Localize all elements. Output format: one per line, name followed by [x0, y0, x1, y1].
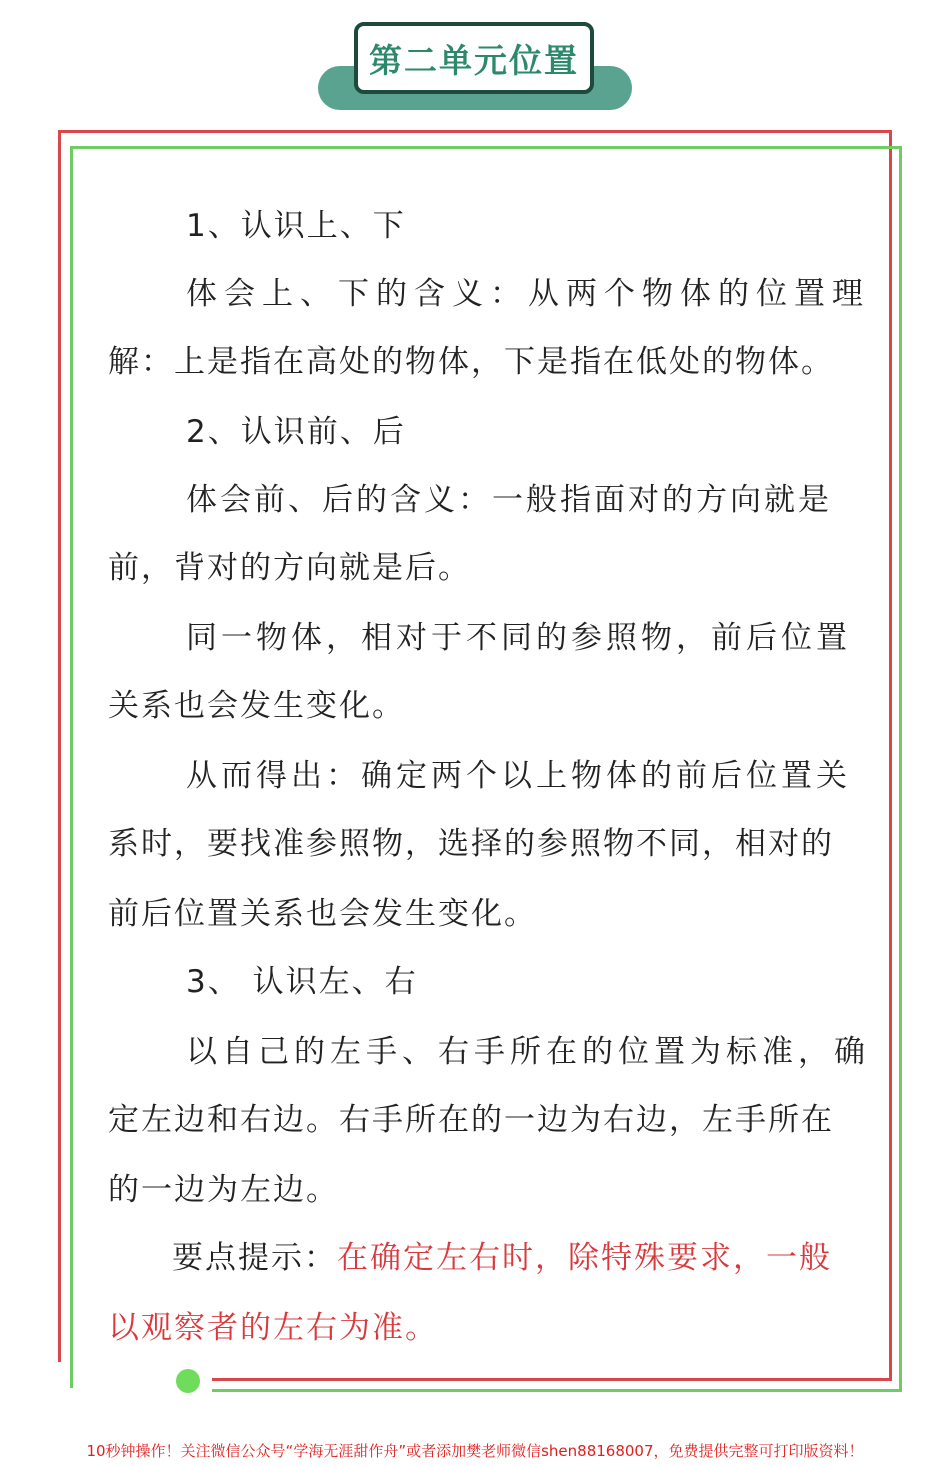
green-dot	[176, 1369, 200, 1393]
paragraph-line: 体会上、下的含义：从两个物体的位置理	[186, 276, 870, 312]
paragraph-line: 从而得出：确定两个以上物体的前后位置关	[186, 758, 851, 794]
frame-red-bottom	[212, 1378, 892, 1381]
paragraph-line: 关系也会发生变化。	[108, 688, 405, 724]
paragraph-line: 同一物体，相对于不同的参照物，前后位置	[186, 620, 851, 656]
frame-green-top	[70, 146, 902, 149]
paragraph-line: 前后位置关系也会发生变化。	[108, 896, 537, 932]
frame-red-left	[58, 130, 61, 1362]
paragraph-line: 系时，要找准参照物，选择的参照物不同，相对的	[108, 826, 834, 862]
section-heading-2: 2、认识前、后	[186, 414, 406, 450]
frame-green-bottom	[212, 1389, 902, 1392]
frame-green-right	[899, 146, 902, 1392]
tip-line	[172, 1232, 832, 1277]
paragraph-line: 体会前、后的含义：一般指面对的方向就是	[186, 482, 832, 518]
paragraph-line: 以自己的左手、右手所在的位置为标准，确	[186, 1034, 870, 1070]
tip-text-red: 在确定左右时，除特殊要求，一般	[337, 1240, 832, 1276]
paragraph-line: 前，背对的方向就是后。	[108, 550, 471, 586]
paragraph-line: 的一边为左边。	[108, 1172, 339, 1208]
page-title: 第二单元位置	[354, 22, 594, 94]
footer-promo-text: 10秒钟操作！关注微信公众号“学海无涯甜作舟”或者添加樊老师微信shen88168007，免费提供完整可打印版资料！	[86, 1442, 864, 1460]
paragraph-line: 解：上是指在高处的物体，下是指在低处的物体。	[108, 344, 834, 380]
paragraph-line: 定左边和右边。右手所在的一边为右边，左手所在	[108, 1102, 834, 1138]
frame-red-top	[58, 130, 892, 133]
tip-text-red-continued: 以观察者的左右为准。	[108, 1310, 438, 1346]
frame-red-right	[889, 130, 892, 1380]
tip-label: 要点提示：	[172, 1240, 337, 1276]
section-heading-3: 3、 认识左、右	[186, 964, 418, 1000]
frame-green-left	[70, 146, 73, 1388]
section-heading-1: 1、认识上、下	[186, 208, 406, 244]
